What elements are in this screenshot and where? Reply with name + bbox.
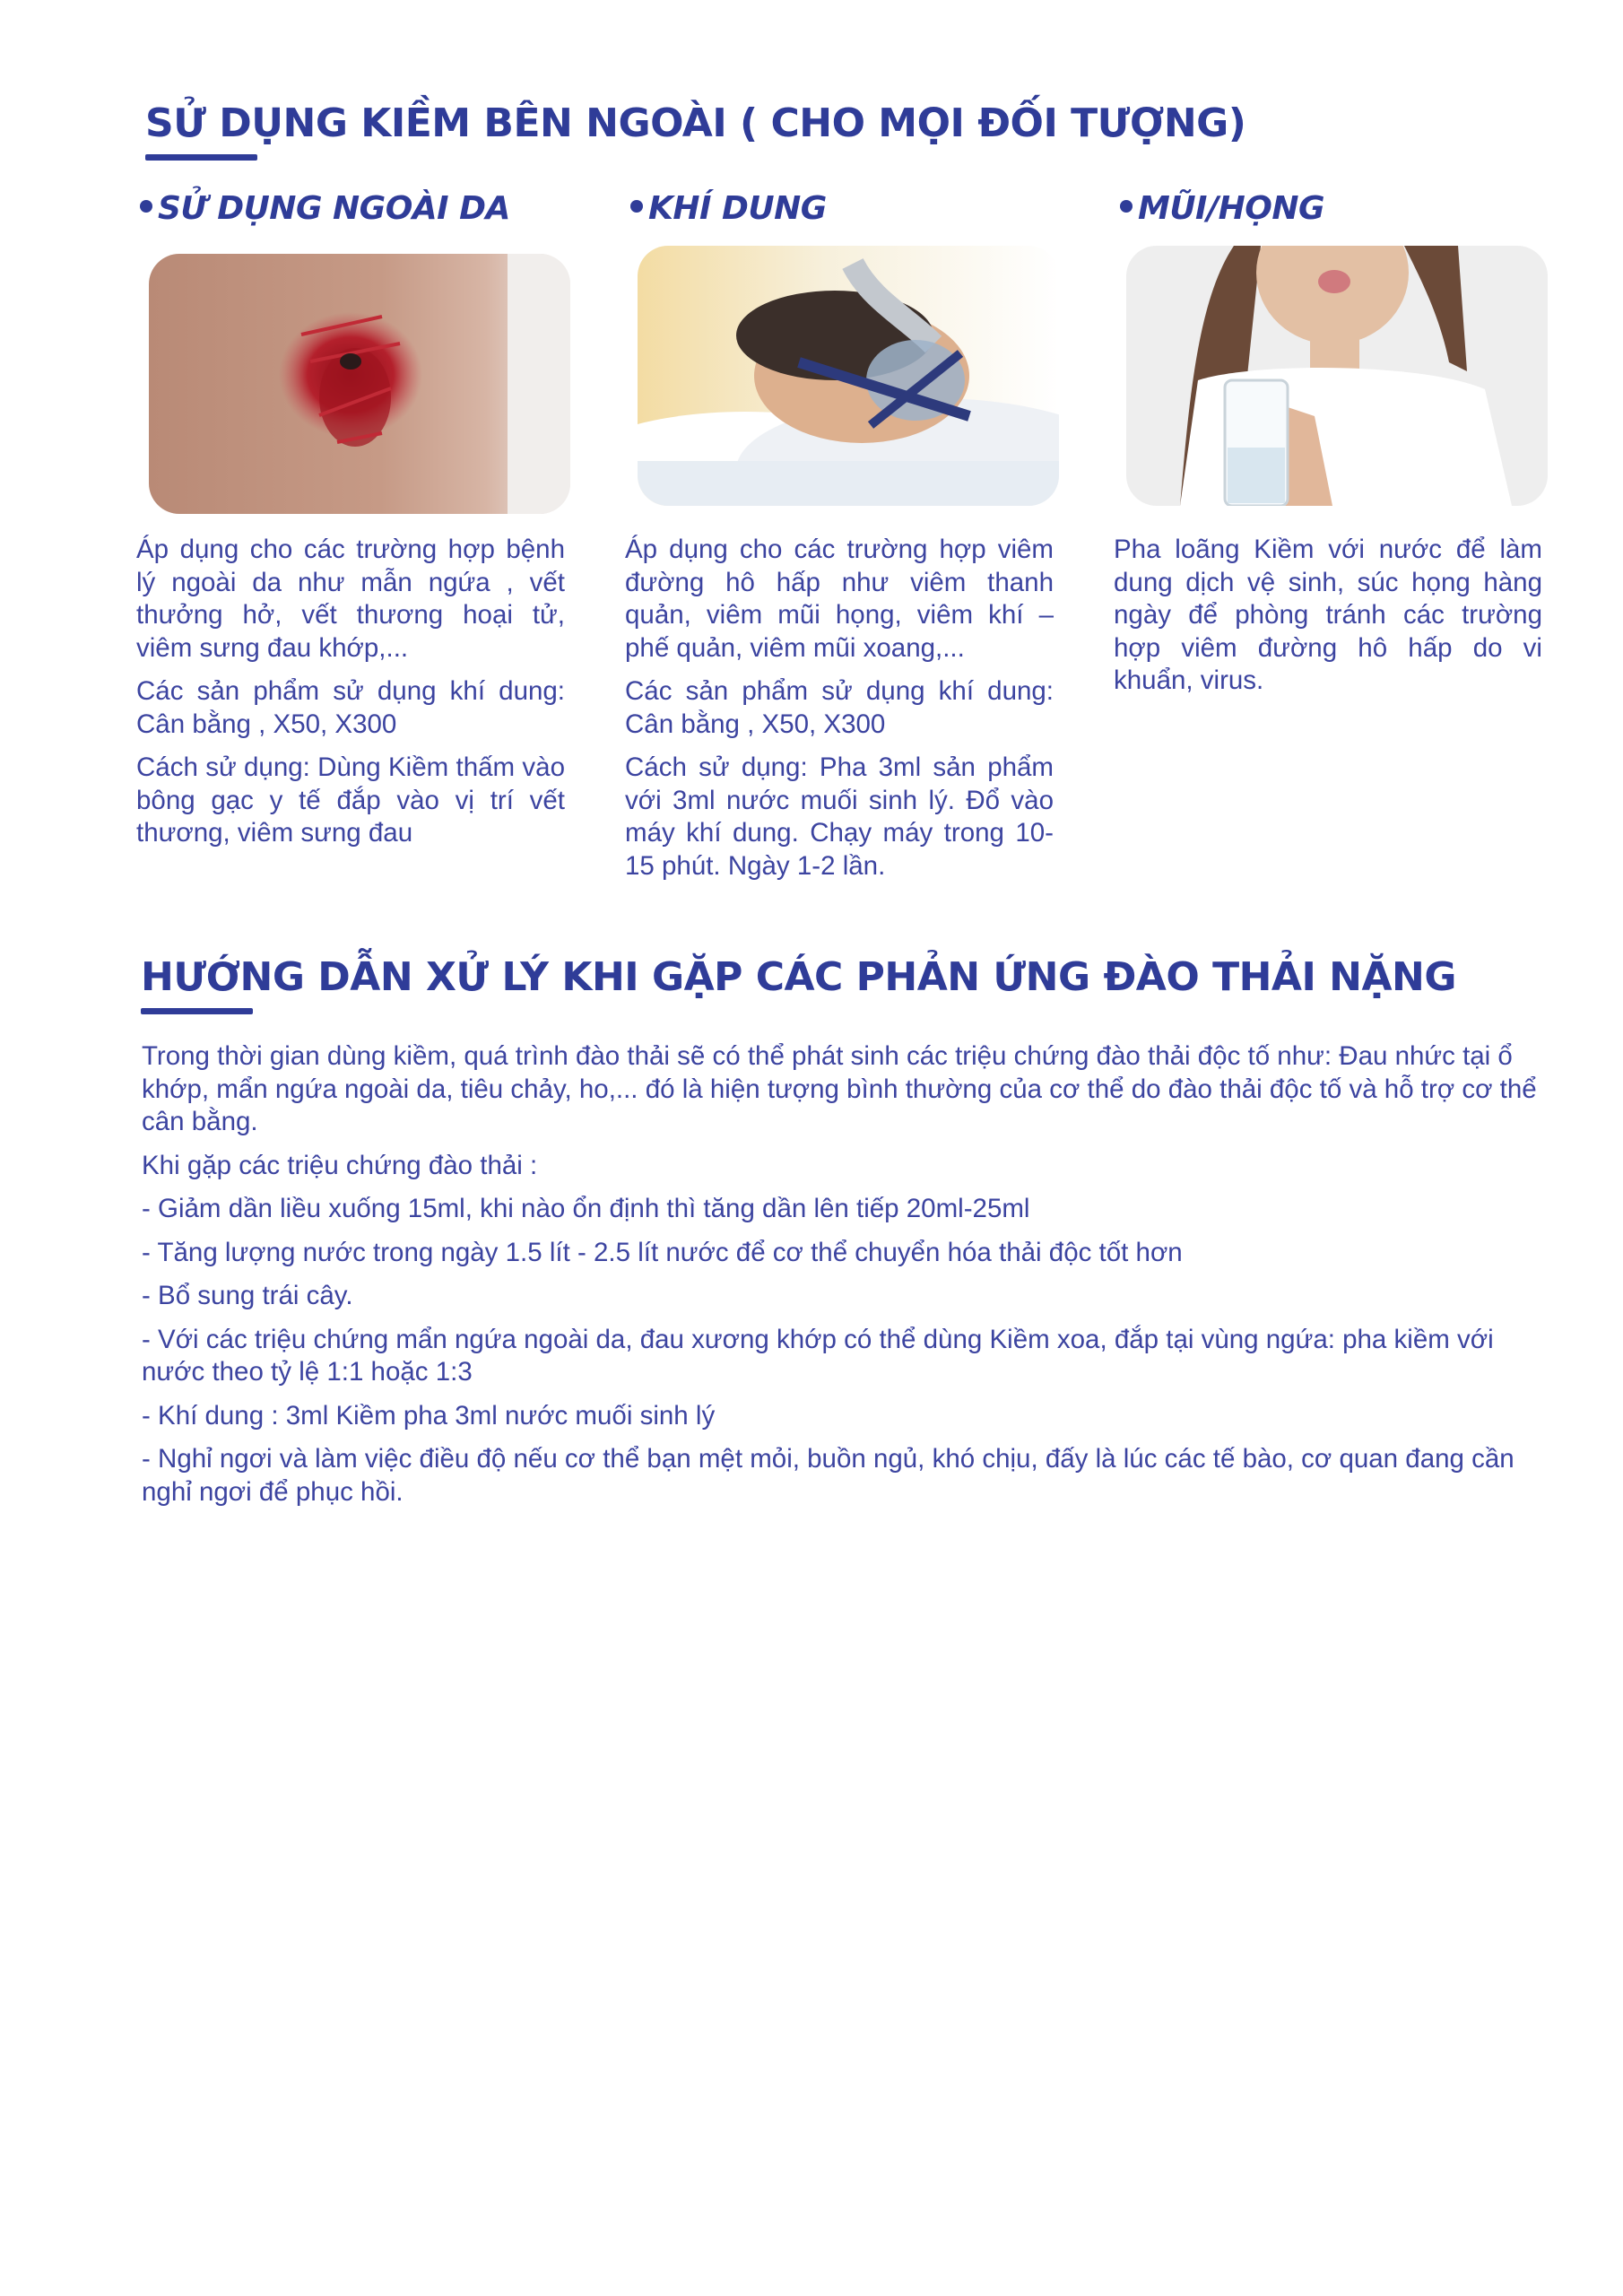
paragraph: Cách sử dụng: Dùng Kiềm thấm vào bông gạc y tế đắp vào vị trí vết thương, viêm sưng đau bbox=[136, 752, 565, 848]
paragraph: Áp dụng cho các trường hợp viêm đường hô hấp như viêm thanh quản, viêm mũi họng, viêm khí – phế quản, viêm mũi xoang,... bbox=[625, 535, 1054, 663]
paragraph: Trong thời gian dùng kiềm, quá trình đào thải sẽ có thể phát sinh các triệu chứng đào thải độc tố như: Đau nhức tại ổ khớp, mẩn ngứa ngoài da, tiêu chảy, ho,... đó là hiện tượng bình thường của cơ thể do đào thải độc tố và hỗ trợ cơ thể cân bằng. bbox=[142, 1041, 1537, 1136]
paragraph: Cách sử dụng: Pha 3ml sản phẩm với 3ml nước muối sinh lý. Đổ vào máy khí dung. Chạy máy trong 10-15 phút. Ngày 1-2 lần. bbox=[625, 752, 1054, 881]
section-title-detox-reactions: HƯỚNG DẪN XỬ LÝ KHI GẶP CÁC PHẢN ỨNG ĐÀO THẢI NẶNG bbox=[141, 954, 1456, 1000]
photo-woman-water bbox=[1126, 246, 1548, 506]
paragraph: Các sản phẩm sử dụng khí dung: Cân bằng , X50, X300 bbox=[625, 676, 1054, 739]
heading-nebulizer: KHÍ DUNG bbox=[630, 190, 827, 227]
bullet-dot bbox=[1120, 200, 1133, 213]
heading-nose-throat: MŨI/HỌNG bbox=[1120, 190, 1324, 227]
list-item: - Với các triệu chứng mẩn ngứa ngoài da, đau xương khớp có thể dùng Kiềm xoa, đắp tại vùng ngứa: pha kiềm với nước theo tỷ lệ 1:1 hoặc 1:3 bbox=[142, 1324, 1494, 1387]
paragraph: Khi gặp các triệu chứng đào thải : bbox=[142, 1150, 538, 1180]
paragraph: Các sản phẩm sử dụng khí dung: Cân bằng , X50, X300 bbox=[136, 676, 565, 739]
bullet-dot bbox=[630, 200, 643, 213]
section-title-external-use: SỬ DỤNG KIỀM BÊN NGOÀI ( CHO MỌI ĐỐI TƯỢNG) bbox=[145, 100, 1246, 146]
photo-skin-wound bbox=[149, 254, 570, 514]
list-item: - Giảm dần liều xuống 15ml, khi nào ổn định thì tăng dần lên tiếp 20ml-25ml bbox=[142, 1194, 1030, 1223]
title-underline bbox=[145, 154, 257, 161]
paragraph: Pha loãng Kiềm với nước để làm dung dịch vệ sinh, súc họng hàng ngày để phòng tránh các trường hợp viêm đường hô hấp do vi khuẩn, virus. bbox=[1114, 535, 1542, 695]
column-text-skin bbox=[136, 534, 565, 861]
list-item: - Khí dung : 3ml Kiềm pha 3ml nước muối sinh lý bbox=[142, 1400, 716, 1431]
heading-skin-use: SỬ DỤNG NGOÀI DA bbox=[140, 190, 510, 227]
title-underline bbox=[141, 1008, 253, 1014]
bullet-dot bbox=[140, 200, 152, 213]
column-text-nose-throat bbox=[1114, 534, 1542, 709]
list-item: - Tăng lượng nước trong ngày 1.5 lít - 2.5 lít nước để cơ thể chuyển hóa thải độc tốt hơn bbox=[142, 1237, 1183, 1267]
list-item: - Bổ sung trái cây. bbox=[142, 1281, 353, 1310]
photo-nebulizer-mask bbox=[638, 246, 1059, 506]
list-item: - Nghỉ ngơi và làm việc điều độ nếu cơ thể bạn mệt mỏi, buồn ngủ, khó chịu, đấy là lúc các tế bào, cơ quan đang cần nghỉ ngơi để phục hồi. bbox=[142, 1444, 1515, 1507]
column-text-nebulizer bbox=[625, 534, 1054, 893]
detox-instructions bbox=[142, 1040, 1541, 1519]
paragraph: Áp dụng cho các trường hợp bệnh lý ngoài da như mẫn ngứa , vết thưởng hở, vết thương hoại tử, viêm sưng đau khớp,... bbox=[136, 535, 565, 663]
